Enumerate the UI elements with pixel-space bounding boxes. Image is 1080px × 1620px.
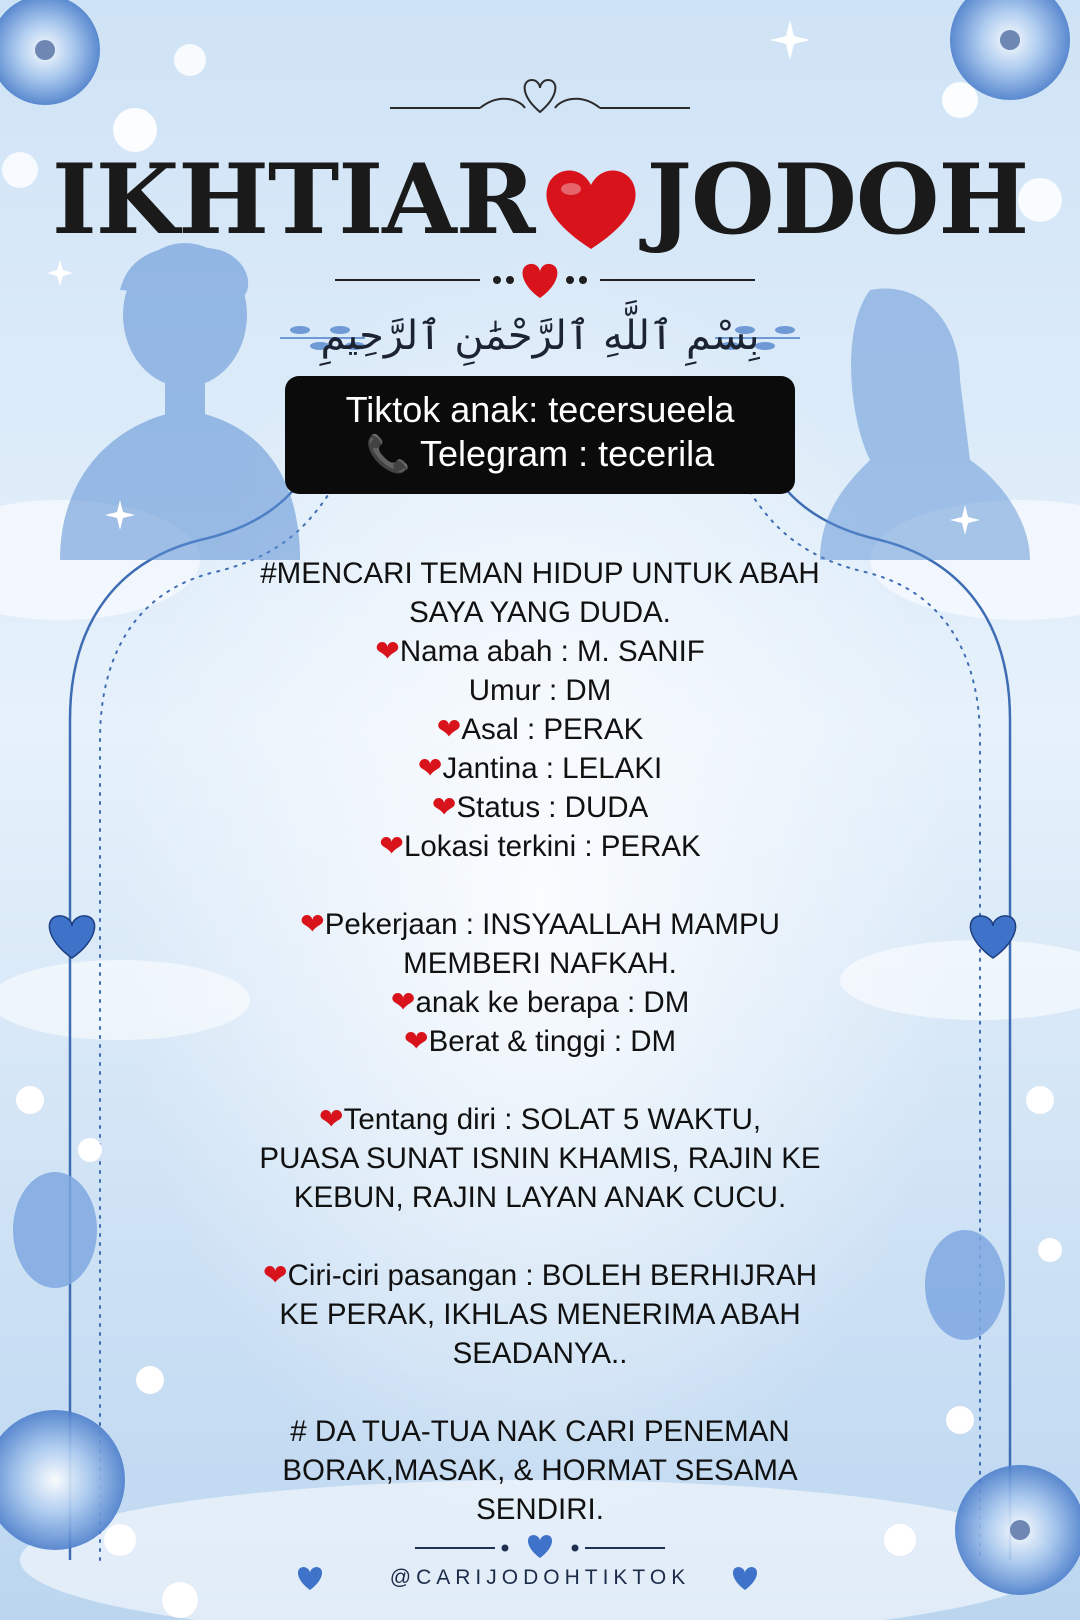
telegram-line (285, 432, 795, 476)
detail-line (225, 1490, 855, 1529)
detail-line (225, 632, 855, 671)
title-word-left: IKHTIAR (51, 143, 535, 256)
detail-line (225, 1139, 855, 1178)
detail-text: PUASA SUNAT ISNIN KHAMIS, RAJIN KE (259, 1142, 821, 1175)
profile-details (225, 554, 855, 1529)
red-heart-icon: ❤ (436, 713, 462, 746)
detail-text: Asal : PERAK (461, 713, 644, 746)
detail-text: SENDIRI. (476, 1493, 604, 1526)
phone-icon: 📞 (365, 433, 421, 474)
red-heart-icon: ❤ (318, 1103, 344, 1136)
basmala-text: بِسْمِ ٱللَّهِ ٱلرَّحْمَٰنِ ٱلرَّحِيمِ (320, 313, 760, 359)
detail-text: SEADANYA.. (452, 1337, 628, 1370)
blank-line (225, 1217, 855, 1256)
detail-text: KE PERAK, IKHLAS MENERIMA ABAH (279, 1298, 801, 1331)
red-heart-icon: ❤ (262, 1259, 288, 1292)
detail-line (225, 905, 855, 944)
red-heart-icon: ❤ (375, 635, 400, 668)
contact-box (285, 376, 795, 494)
detail-line (225, 1412, 855, 1451)
tiktok-handle: Tiktok anak: tecersueela (345, 389, 735, 430)
detail-text: Pekerjaan : INSYAALLAH MAMPU (324, 908, 780, 941)
detail-line (225, 1256, 855, 1295)
detail-line (225, 749, 855, 788)
title-word-right: JODOH (646, 143, 1029, 256)
detail-text: Nama abah : M. SANIF (399, 635, 705, 668)
detail-text: Tentang diri : SOLAT 5 WAKTU, (343, 1103, 762, 1136)
red-heart-icon: ❤ (390, 986, 416, 1019)
detail-text: Ciri-ciri pasangan : BOLEH BERHIJRAH (287, 1259, 818, 1292)
detail-text: anak ke berapa : DM (415, 986, 690, 1019)
detail-line (225, 1022, 855, 1061)
detail-text: BORAK,MASAK, & HORMAT SESAMA (282, 1454, 798, 1487)
detail-text: Jantina : LELAKI (442, 752, 663, 785)
red-heart-icon: ❤ (417, 752, 443, 785)
red-heart-icon: ❤ (403, 1025, 429, 1058)
blank-line (225, 1373, 855, 1412)
detail-text: SAYA YANG DUDA. (409, 596, 671, 629)
detail-line (225, 1295, 855, 1334)
detail-line (225, 983, 855, 1022)
detail-line (225, 944, 855, 983)
detail-text: # DA TUA-TUA NAK CARI PENEMAN (290, 1415, 790, 1448)
detail-line (225, 554, 855, 593)
detail-line (225, 1451, 855, 1490)
page-title (0, 140, 1080, 260)
telegram-handle: Telegram : tecerila (420, 433, 715, 474)
detail-text: Umur : DM (468, 674, 612, 707)
detail-line (225, 1334, 855, 1373)
footer-handle: @CARIJODOHTIKTOK (389, 1566, 691, 1589)
detail-line (225, 593, 855, 632)
detail-line (225, 671, 855, 710)
detail-text: MEMBERI NAFKAH. (403, 947, 677, 980)
blank-line (225, 1061, 855, 1100)
detail-text: Status : DUDA (456, 791, 649, 824)
detail-line (225, 1178, 855, 1217)
detail-line (225, 710, 855, 749)
blank-line (225, 866, 855, 905)
title-heart-icon (541, 160, 641, 256)
red-heart-icon: ❤ (300, 908, 325, 941)
detail-text: Berat & tinggi : DM (428, 1025, 677, 1058)
detail-text: Lokasi terkini : PERAK (403, 830, 701, 863)
detail-text: KEBUN, RAJIN LAYAN ANAK CUCU. (293, 1181, 787, 1214)
red-heart-icon: ❤ (431, 791, 457, 824)
detail-line (225, 1100, 855, 1139)
detail-line (225, 827, 855, 866)
detail-text: #MENCARI TEMAN HIDUP UNTUK ABAH (260, 557, 820, 590)
red-heart-icon: ❤ (379, 830, 404, 863)
detail-line (225, 788, 855, 827)
